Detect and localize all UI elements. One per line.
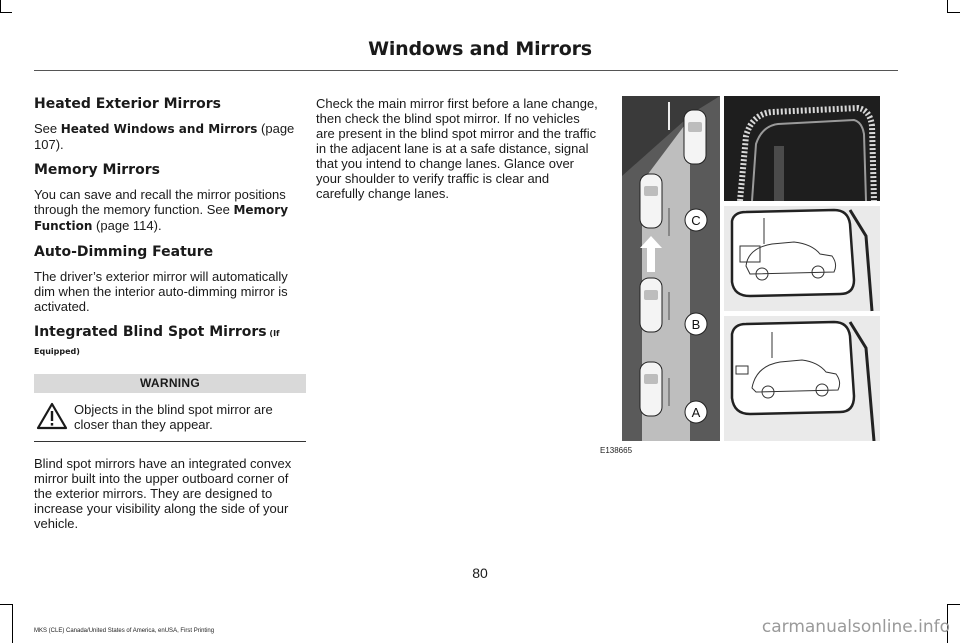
crop-mark xyxy=(947,12,960,13)
memory-page-ref: (page 114). xyxy=(92,218,162,233)
page-title: Windows and Mirrors xyxy=(368,38,592,60)
blind-spot-heading-text: Integrated Blind Spot Mirrors xyxy=(34,324,267,340)
figure-label-a: A xyxy=(691,405,701,420)
crop-mark xyxy=(12,604,13,643)
heated-see-text: See xyxy=(34,121,61,136)
warning-body xyxy=(34,393,306,441)
figure-label-b: B xyxy=(691,317,701,332)
memory-mirrors-paragraph xyxy=(34,187,306,234)
heated-mirrors-paragraph xyxy=(34,121,306,152)
watermark: carmanualsonline.info xyxy=(761,617,950,637)
crop-mark xyxy=(947,0,948,12)
auto-dimming-heading: Auto-Dimming Feature xyxy=(34,244,214,260)
warning-divider xyxy=(34,441,306,442)
crop-mark xyxy=(0,604,12,605)
heated-page-ref: (page 107). xyxy=(34,121,295,152)
memory-function-link[interactable]: Memory Function xyxy=(34,203,289,233)
page-number: 80 xyxy=(472,565,488,581)
crop-mark xyxy=(947,604,960,605)
blind-spot-heading xyxy=(34,324,306,360)
blind-spot-illustration xyxy=(622,96,880,441)
auto-dimming-paragraph: The driver’s exterior mirror will automatically dim when the interior auto-dimming mirror is activated. xyxy=(34,269,288,314)
blind-spot-paragraph: Blind spot mirrors have an integrated convex mirror built into the upper outboard corner of the exterior mirrors. They are designed to increase your visibility along the side of your vehicle. xyxy=(34,456,292,531)
memory-text: You can save and recall the mirror positions through the memory function. See xyxy=(34,187,286,217)
figure-label-c: C xyxy=(691,213,701,228)
title-divider xyxy=(34,70,898,71)
lane-change-paragraph: Check the main mirror first before a lane change, then check the blind spot mirror. If no vehicles are present in the blind spot mirror and the traffic in the adjacent lane is at a safe distance, signal that you intend to change lanes. Glance over your shoulder to verify traffic is clear and carefully change lanes. xyxy=(316,96,598,201)
heated-mirrors-heading: Heated Exterior Mirrors xyxy=(34,96,222,112)
memory-mirrors-heading: Memory Mirrors xyxy=(34,162,160,178)
warning-triangle-icon xyxy=(36,402,70,433)
figure-id: E138665 xyxy=(600,446,633,455)
crop-mark xyxy=(0,12,12,13)
warning-box xyxy=(34,374,306,442)
warning-header: WARNING xyxy=(34,374,306,393)
left-column xyxy=(34,96,306,541)
middle-column xyxy=(316,96,598,211)
page-footer: MKS (CLE) Canada/United States of America, enUSA, First Printing xyxy=(34,628,215,634)
warning-text: Objects in the blind spot mirror are closer than they appear. xyxy=(74,402,273,432)
crop-mark xyxy=(0,0,1,12)
heated-windows-link[interactable]: Heated Windows and Mirrors xyxy=(60,122,258,136)
if-equipped-note: (If Equipped) xyxy=(34,329,280,356)
